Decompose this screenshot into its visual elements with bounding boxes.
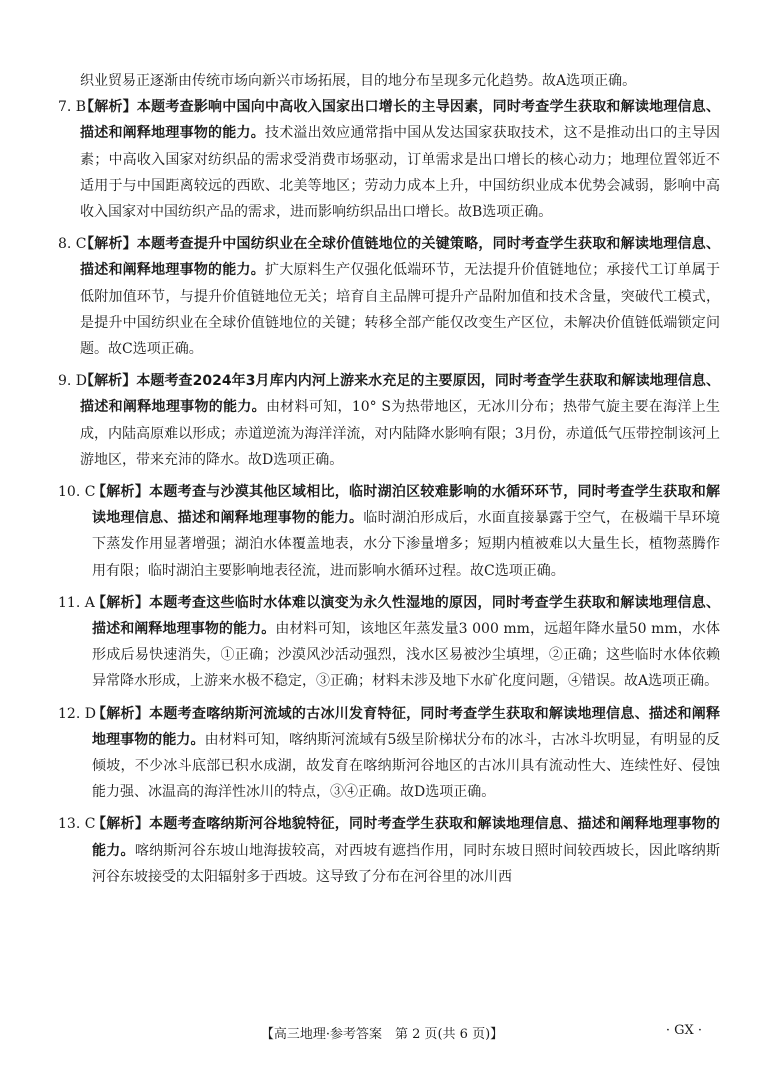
analysis-summary: 本题考查这些临时水体难以演变为永久性湿地的原因，同时考查学生获取和解读地理信息、描述和阐释地理事物的能力。 <box>92 594 721 638</box>
analysis-tag: 【解析】 <box>80 99 137 116</box>
analysis-body: 扩大原料生产仅强化低端环节，无法提升价值链地位；承接代工订单属于低附加值环节，与提升价值链地位无关；培育自主品牌可提升产品附加值和技术含量，突破代工模式，是提升中国纺织业在全球价值链地位的关键；转移全部产能仅改变生产区位，未解决价值链低端锁定问题。故C选项正确。 <box>80 262 721 358</box>
answer-item-11 <box>58 590 720 695</box>
answer-explanation <box>92 479 720 584</box>
analysis-tag: 【解析】 <box>80 373 137 390</box>
analysis-tag: 【解析】 <box>92 484 150 501</box>
answer-item-8 <box>58 231 720 362</box>
continued-paragraph: 织业贸易正逐渐由传统市场向新兴市场拓展，目的地分布呈现多元化趋势。故A选项正确。 <box>80 73 637 89</box>
answer-explanation <box>92 590 720 695</box>
answer-explanation <box>80 231 720 362</box>
analysis-body: 由材料可知，喀纳斯河流域有5级呈阶梯状分布的冰斗，古冰斗坎明显，有明显的反倾坡，不少冰斗底部已积水成湖，故发育在喀纳斯河谷地区的古冰川具有流动性大、连续性好、侵蚀能力强、冰温高的海洋性冰川的特点，③④正确。故D选项正确。 <box>92 731 720 801</box>
analysis-tag: 【解析】 <box>92 594 150 611</box>
analysis-tag: 【解析】 <box>92 816 150 833</box>
answer-item-10 <box>58 479 720 584</box>
analysis-tag: 【解析】 <box>80 236 137 253</box>
question-number: 11. A <box>58 594 95 611</box>
analysis-summary: 本题考查喀纳斯河流域的古冰川发育特征，同时考查学生获取和解读地理信息、描述和阐释地理事物的能力。 <box>92 705 721 748</box>
analysis-summary: 本题考查影响中国向中高收入国家出口增长的主导因素，同时考查学生获取和解读地理信息、描述和阐释地理事物的能力。 <box>80 99 721 142</box>
answer-explanation <box>92 701 720 806</box>
question-number: 13. C <box>58 816 96 833</box>
answer-explanation <box>80 94 720 225</box>
question-number: 8. C <box>58 236 87 253</box>
analysis-body: 技术溢出效应通常指中国从发达国家获取技术，这不是推动出口的主导因素；中高收入国家对纺织品的需求受消费市场驱动，订单需求是出口增长的核心动力；地理位置邻近不适用于与中国距离较远的西欧、北美等地区；劳动力成本上升，中国纺织业成本优势会减弱，影响中高收入国家对中国纺织产品的需求，进而影响纺织品出口增长。故B选项正确。 <box>80 125 721 221</box>
analysis-summary: 本题考查2024年3月库内内河上游来水充足的主要原因，同时考查学生获取和解读地理信息、描述和阐释地理事物的能力。 <box>80 373 720 416</box>
analysis-body: 由材料可知，该地区年蒸发量3 000 mm，远超年降水量50 mm，水体形成后易快速消失，①正确；沙漠风沙活动强烈，浅水区易被沙尘填埋，②正确；这些临时水体依赖异常降水形成，上游来水极不稳定，③正确；材料未涉及地下水矿化度问题，④错误。故A选项正确。 <box>92 621 721 690</box>
answer-explanation <box>92 811 720 890</box>
analysis-body: 由材料可知，10° S为热带地区，无冰川分布；热带气旋主要在海洋上生成，内陆高原难以形成；赤道逆流为海洋洋流，对内陆降水影响有限；3月份，赤道低气压带控制该河上游地区，带来充沛的降水。故D选项正确。 <box>80 399 721 468</box>
answer-item-13 <box>58 811 720 890</box>
answer-item-12 <box>58 701 720 806</box>
footer-page-info: 【高三地理·参考答案 第 2 页(共 6 页)】 <box>260 1027 504 1042</box>
analysis-summary: 本题考查与沙漠其他区域相比，临时湖泊区较难影响的水循环环节，同时考查学生获取和解读地理信息、描述和阐释地理事物的能力。 <box>92 484 721 527</box>
analysis-tag: 【解析】 <box>92 705 150 722</box>
question-number: 7. B <box>58 99 87 116</box>
question-number: 10. C <box>58 484 96 501</box>
page-footer <box>0 1023 764 1049</box>
answer-content <box>58 68 720 896</box>
answer-explanation <box>80 368 720 473</box>
question-number: 9. D <box>58 373 88 390</box>
question-number: 12. D <box>58 705 96 722</box>
analysis-body: 临时湖泊形成后，水面直接暴露于空气，在极端干旱环境下蒸发作用显著增强；湖泊水体覆盖地表，水分下渗量增多；短期内植被难以大量生长，植物蒸腾作用有限；临时湖泊主要影响地表径流，进而影响水循环过程。故C选项正确。 <box>92 510 721 579</box>
analysis-summary: 本题考查喀纳斯河谷地貌特征，同时考查学生获取和解读地理信息、描述和阐释地理事物的能力。 <box>92 816 721 859</box>
analysis-summary: 本题考查提升中国纺织业在全球价值链地位的关键策略，同时考查学生获取和解读地理信息、描述和阐释地理事物的能力。 <box>80 236 721 279</box>
answer-item-7 <box>58 94 720 225</box>
answer-item-9 <box>58 368 720 473</box>
analysis-body: 喀纳斯河谷东坡山地海拔较高，对西坡有遮挡作用，同时东坡日照时间较西坡长，因此喀纳斯河谷东坡接受的太阳辐射多于西坡。这导致了分布在河谷里的冰川西 <box>92 842 721 885</box>
footer-region-code: · GX · <box>665 1023 702 1038</box>
